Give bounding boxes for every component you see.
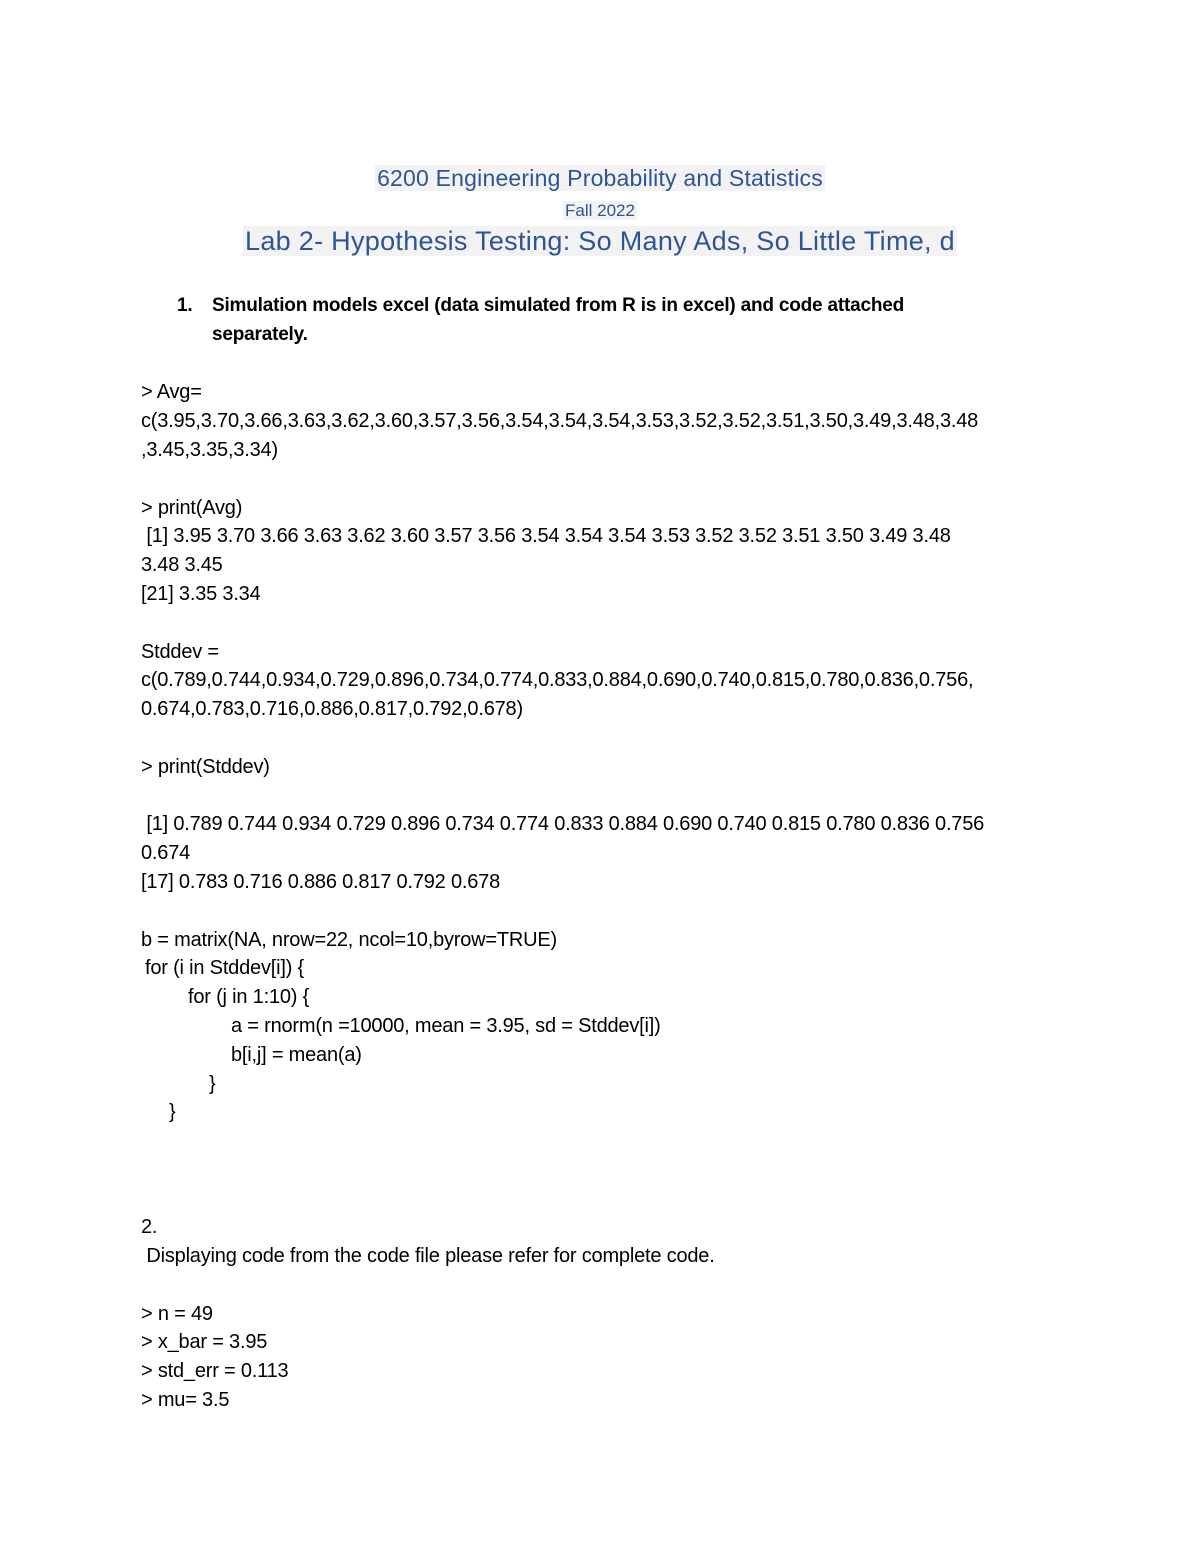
print-avg-command: > print(Avg) xyxy=(141,496,243,519)
course-title-text: 6200 Engineering Probability and Statistics xyxy=(377,165,823,191)
code-mean-line: b[i,j] = mean(a) xyxy=(231,1043,362,1066)
stddev-values-line: c(0.789,0.744,0.934,0.729,0.896,0.734,0.774,0.833,0.884,0.690,0.740,0.815,0.780,0.836,0.756, xyxy=(141,669,974,692)
param-mu: > mu= 3.5 xyxy=(141,1388,230,1411)
print-stddev-output: [1] 0.789 0.744 0.934 0.729 0.896 0.734 0.774 0.833 0.884 0.690 0.740 0.815 0.780 0.836 0.756 xyxy=(141,813,985,836)
avg-values-line: c(3.95,3.70,3.66,3.63,3.62,3.60,3.57,3.56,3.54,3.54,3.54,3.53,3.52,3.52,3.51,3.50,3.49,3.48,3.48 xyxy=(141,410,979,433)
param-x-bar: > x_bar = 3.95 xyxy=(141,1331,268,1354)
param-std-err: > std_err = 0.113 xyxy=(141,1360,289,1383)
question-2-number: 2. xyxy=(141,1216,158,1239)
term-label xyxy=(0,201,1200,221)
avg-values-line-cont: ,3.45,3.35,3.34) xyxy=(141,438,278,461)
stddev-assign-line: Stddev = xyxy=(141,640,219,663)
print-avg-output: [1] 3.95 3.70 3.66 3.63 3.62 3.60 3.57 3.56 3.54 3.54 3.54 3.53 3.52 3.52 3.51 3.50 3.49 3.48 xyxy=(141,525,951,548)
question-2-text: Displaying code from the code file please refer for complete code. xyxy=(141,1244,715,1267)
code-outer-close: } xyxy=(169,1101,176,1124)
code-inner-loop: for (j in 1:10) { xyxy=(188,986,310,1009)
course-title xyxy=(0,165,1200,192)
lab-title-text: Lab 2- Hypothesis Testing: So Many Ads, So Little Time, d xyxy=(245,226,955,256)
print-stddev-output-cont: 0.674 xyxy=(141,842,191,865)
param-n: > n = 49 xyxy=(141,1302,213,1325)
code-inner-close: } xyxy=(209,1072,216,1095)
question-1-number: 1. xyxy=(177,295,193,316)
lab-title xyxy=(0,226,1200,257)
code-matrix-line: b = matrix(NA, nrow=22, ncol=10,byrow=TRUE) xyxy=(141,928,558,951)
print-stddev-output-row17: [17] 0.783 0.716 0.886 0.817 0.792 0.678 xyxy=(141,870,500,893)
question-1 xyxy=(141,292,1071,350)
avg-assign-line: > Avg= xyxy=(141,381,202,404)
term-text: Fall 2022 xyxy=(565,201,635,220)
print-stddev-command: > print(Stddev) xyxy=(141,755,270,778)
print-avg-output-row21: [21] 3.35 3.34 xyxy=(141,582,261,605)
stddev-values-line-cont: 0.674,0.783,0.716,0.886,0.817,0.792,0.678) xyxy=(141,698,523,721)
code-outer-loop: for (i in Stddev[i]) { xyxy=(145,957,304,980)
print-avg-output-cont: 3.48 3.45 xyxy=(141,554,223,577)
question-1-text: Simulation models excel (data simulated from R is in excel) and code attached separately. xyxy=(212,295,905,345)
document-body xyxy=(141,292,1071,1415)
code-rnorm-line: a = rnorm(n =10000, mean = 3.95, sd = Stddev[i]) xyxy=(231,1014,661,1037)
